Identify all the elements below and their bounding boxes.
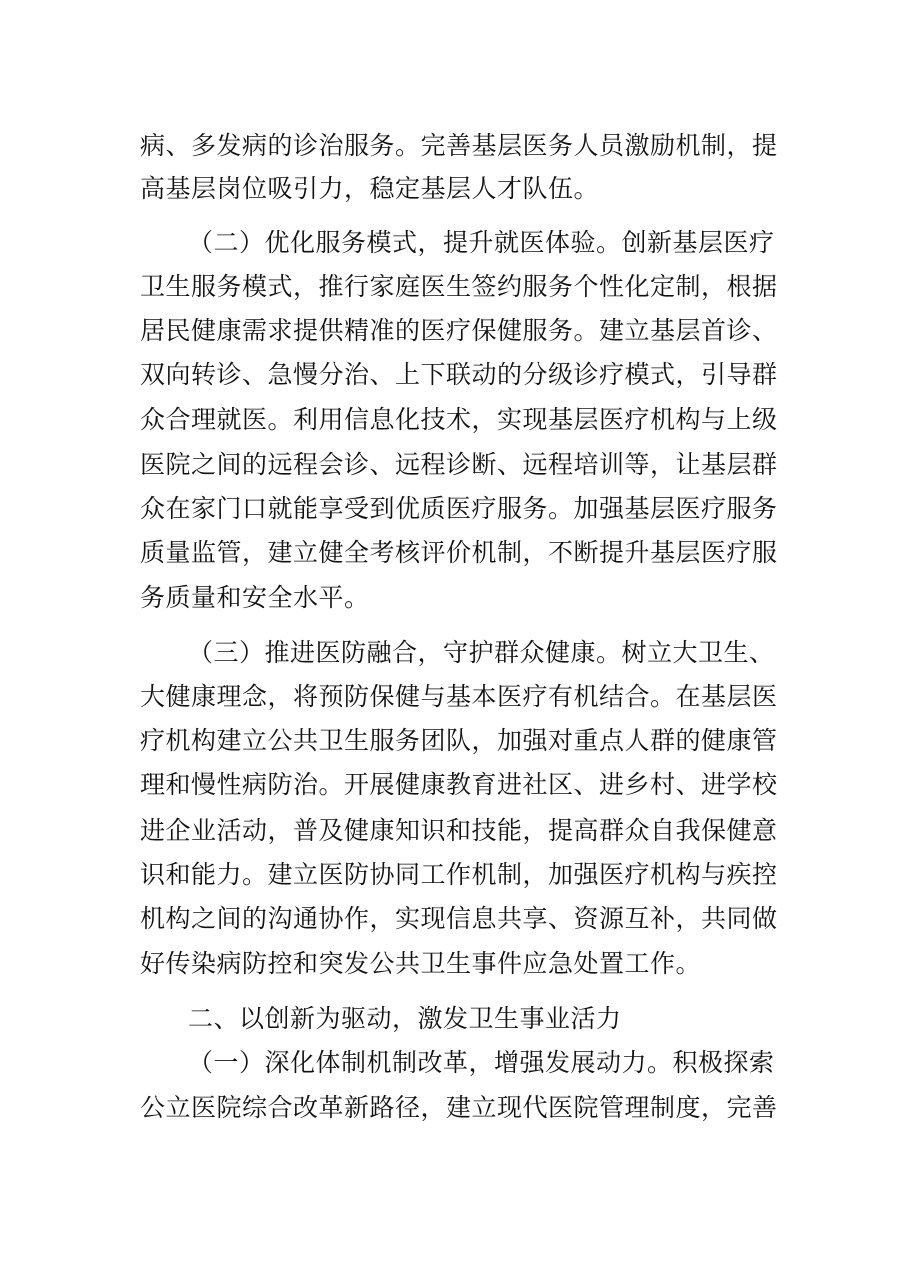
text-line-2: 高基层岗位吸引力，稳定基层人才队伍。 bbox=[140, 174, 600, 203]
text-line-7: 众合理就医。利用信息化技术，实现基层医疗机构与上级 bbox=[140, 405, 778, 434]
text-line-1: 病、多发病的诊治服务。完善基层医务人员激励机制，提 bbox=[140, 131, 778, 160]
text-line-17: 识和能力。建立医防协同工作机制，加强医疗机构与疾控 bbox=[140, 860, 778, 889]
text-line-16: 进企业活动，普及健康知识和技能，提高群众自我保健意 bbox=[140, 816, 778, 845]
paragraph-3-heading-line: （三）推进医防融合，守护群众健康。树立大卫生、 bbox=[188, 638, 775, 667]
text-line-15: 理和慢性病防治。开展健康教育进社区、进乡村、进学校 bbox=[140, 770, 778, 799]
text-line-4: 卫生服务模式，推行家庭医生签约服务个性化定制，根据 bbox=[140, 272, 778, 301]
text-line-19: 好传染病防控和突发公共卫生事件应急处置工作。 bbox=[140, 949, 702, 978]
paragraph-2-heading-line: （二）优化服务模式，提升就医体验。创新基层医疗 bbox=[188, 228, 775, 257]
text-line-8: 医院之间的远程会诊、远程诊断、远程培训等，让基层群 bbox=[140, 450, 778, 479]
text-line-11: 务质量和安全水平。 bbox=[140, 583, 370, 612]
text-line-9: 众在家门口就能享受到优质医疗服务。加强基层医疗服务 bbox=[140, 494, 778, 523]
paragraph-4-heading-line: （一）深化体制机制改革，增强发展动力。积极探索 bbox=[188, 1048, 775, 1077]
text-line-14: 疗机构建立公共卫生服务团队，加强对重点人群的健康管 bbox=[140, 726, 778, 755]
text-line-18: 机构之间的沟通协作，实现信息共享、资源互补，共同做 bbox=[140, 904, 778, 933]
text-line-5: 居民健康需求提供精准的医疗保健服务。建立基层首诊、 bbox=[140, 316, 778, 345]
text-line-22: 公立医院综合改革新路径，建立现代医院管理制度，完善 bbox=[140, 1093, 778, 1122]
text-line-10: 质量监管，建立健全考核评价机制，不断提升基层医疗服 bbox=[140, 538, 778, 567]
section-heading: 二、以创新为驱动，激发卫生事业活力 bbox=[188, 1004, 622, 1033]
text-line-13: 大健康理念，将预防保健与基本医疗有机结合。在基层医 bbox=[140, 682, 778, 711]
text-line-6: 双向转诊、急慢分治、上下联动的分级诊疗模式，引导群 bbox=[140, 360, 778, 389]
